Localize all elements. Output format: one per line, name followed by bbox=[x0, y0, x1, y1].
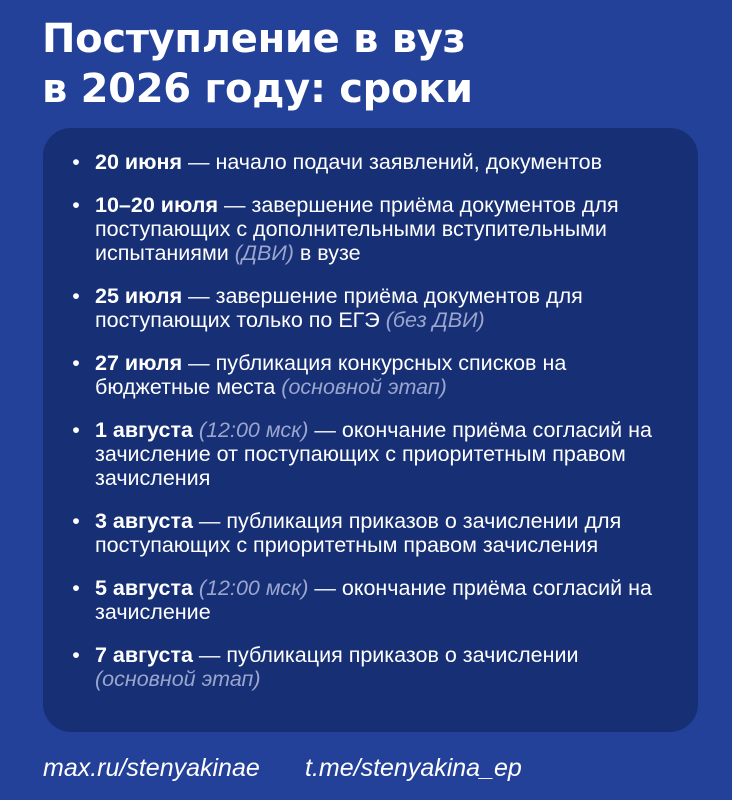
deadline-note: (12:00 мск) bbox=[198, 576, 309, 600]
deadline-note: (ДВИ) bbox=[234, 241, 294, 265]
list-item bbox=[43, 509, 674, 557]
deadline-date: 5 августа bbox=[95, 576, 193, 600]
deadline-date: 1 августа bbox=[95, 418, 193, 442]
list-item bbox=[43, 643, 674, 691]
deadline-note: (основной этап) bbox=[95, 667, 261, 691]
deadline-date: 10–20 июля bbox=[95, 193, 219, 217]
list-item bbox=[43, 418, 674, 490]
bullet-icon: • bbox=[72, 418, 80, 442]
deadline-date: 7 августа bbox=[95, 643, 193, 667]
bullet-icon: • bbox=[72, 193, 80, 217]
deadline-date: 3 августа bbox=[95, 509, 193, 533]
deadline-date: 25 июля bbox=[95, 284, 183, 308]
deadline-text: — начало подачи заявлений, документов bbox=[182, 150, 603, 174]
deadline-text: — публикация приказов о зачислении для поступающих с приоритетным правом зачисления bbox=[95, 509, 622, 557]
footer bbox=[43, 753, 683, 783]
deadline-text-after: в вузе bbox=[293, 241, 361, 265]
deadline-text: — публикация приказов о зачислении bbox=[192, 643, 579, 667]
deadline-text-after: — окончание приёма согласий на зачисление bbox=[95, 576, 652, 624]
deadlines-card bbox=[43, 128, 698, 732]
deadline-text-after: — окончание приёма согласий на зачисление от поступающих с приоритетным правом зачисления bbox=[95, 418, 652, 490]
list-item bbox=[43, 193, 674, 265]
list-item bbox=[43, 576, 674, 624]
list-item bbox=[43, 284, 674, 332]
list-item bbox=[43, 150, 674, 174]
deadline-date: 27 июля bbox=[95, 351, 183, 375]
deadline-text: — завершение приёма документов для поступающих только по ЕГЭ bbox=[95, 284, 583, 332]
page-title bbox=[42, 14, 702, 114]
max-link[interactable]: max.ru/stenyakinae bbox=[43, 754, 260, 782]
bullet-icon: • bbox=[72, 643, 80, 667]
title-line-2: в 2026 году: сроки bbox=[42, 66, 473, 112]
deadline-date: 20 июня bbox=[95, 150, 182, 174]
deadline-note: (12:00 мск) bbox=[198, 418, 309, 442]
title-line-1: Поступление в вуз bbox=[42, 16, 466, 62]
bullet-icon: • bbox=[72, 509, 80, 533]
deadlines-list bbox=[43, 150, 674, 691]
telegram-link[interactable]: t.me/stenyakina_ep bbox=[305, 754, 522, 782]
bullet-icon: • bbox=[72, 576, 80, 600]
deadline-text: — завершение приёма документов для поступающих с дополнительными вступительными испытаниями bbox=[95, 193, 619, 265]
deadline-text: — публикация конкурсных списков на бюджетные места bbox=[95, 351, 567, 399]
bullet-icon: • bbox=[72, 150, 80, 174]
list-item bbox=[43, 351, 674, 399]
bullet-icon: • bbox=[72, 351, 80, 375]
deadline-note: (основной этап) bbox=[281, 375, 447, 399]
bullet-icon: • bbox=[72, 284, 80, 308]
deadline-note: (без ДВИ) bbox=[385, 308, 485, 332]
